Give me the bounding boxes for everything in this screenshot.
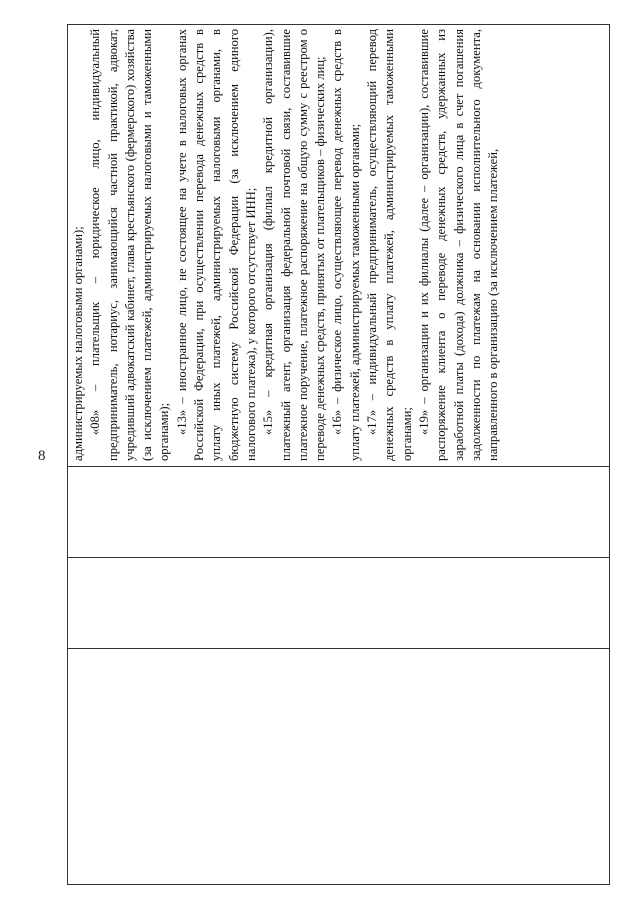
table-cell-empty-3 [68,467,610,558]
text-paragraph: «17» – индивидуальный предприниматель, осуществляющий перевод денежных средств в уплату платежей, администрируемых таможенными органами; [365,29,414,461]
rotated-page-content [67,25,610,885]
table-cell-empty-1 [68,649,610,885]
text-paragraph: «13» – иностранное лицо, не состоящее на учете в налоговых органах Российской Федерации, при осуществлении перевода денежных средств в уплату иных платежей, администрируемых налоговыми органами, в бюджетную систему Российской Федерации (за исключением единого налогового платежа), у которого отсутствует ИНН; [174,29,258,461]
table-cell-empty-2 [68,558,610,649]
text-paragraph: «08» – плательщик – юридическое лицо, индивидуальный предприниматель, нотариус, занимающийся частной практикой, адвокат, учредивший адвокатский кабинет, глава крестьянского (фермерского) хозяйства (за исключением платежей, администрируемых налоговыми и таможенными органами); [88,29,172,461]
document-table [67,24,610,885]
table-cell-description [68,25,610,467]
text-paragraph: «16» – физическое лицо, осуществляющее перевод денежных средств в уплату платежей, администрируемых таможенными органами; [330,29,362,461]
page-number: 8 [38,448,46,464]
table-row [68,25,610,885]
text-paragraph: администрируемых налоговыми органами); [71,226,85,461]
text-paragraph: «19» – организации и их филиалы (далее – организации), составившие распоряжение клиента о переводе денежных средств, удержанных из заработной платы (дохода) должника – физического лица в счет погашения задолженности по платежам на основании исполнительного документа, направленного в организацию (за исключением платежей, [416,29,501,461]
text-paragraph: «15» – кредитная организация (филиал кредитной организации), платежный агент, организация федеральной почтовой связи, составившие платежное поручение, платежное распоряжение на общую сумму с реестром о переводе денежных средств, принятых от плательщиков – физических лиц; [261,29,328,461]
